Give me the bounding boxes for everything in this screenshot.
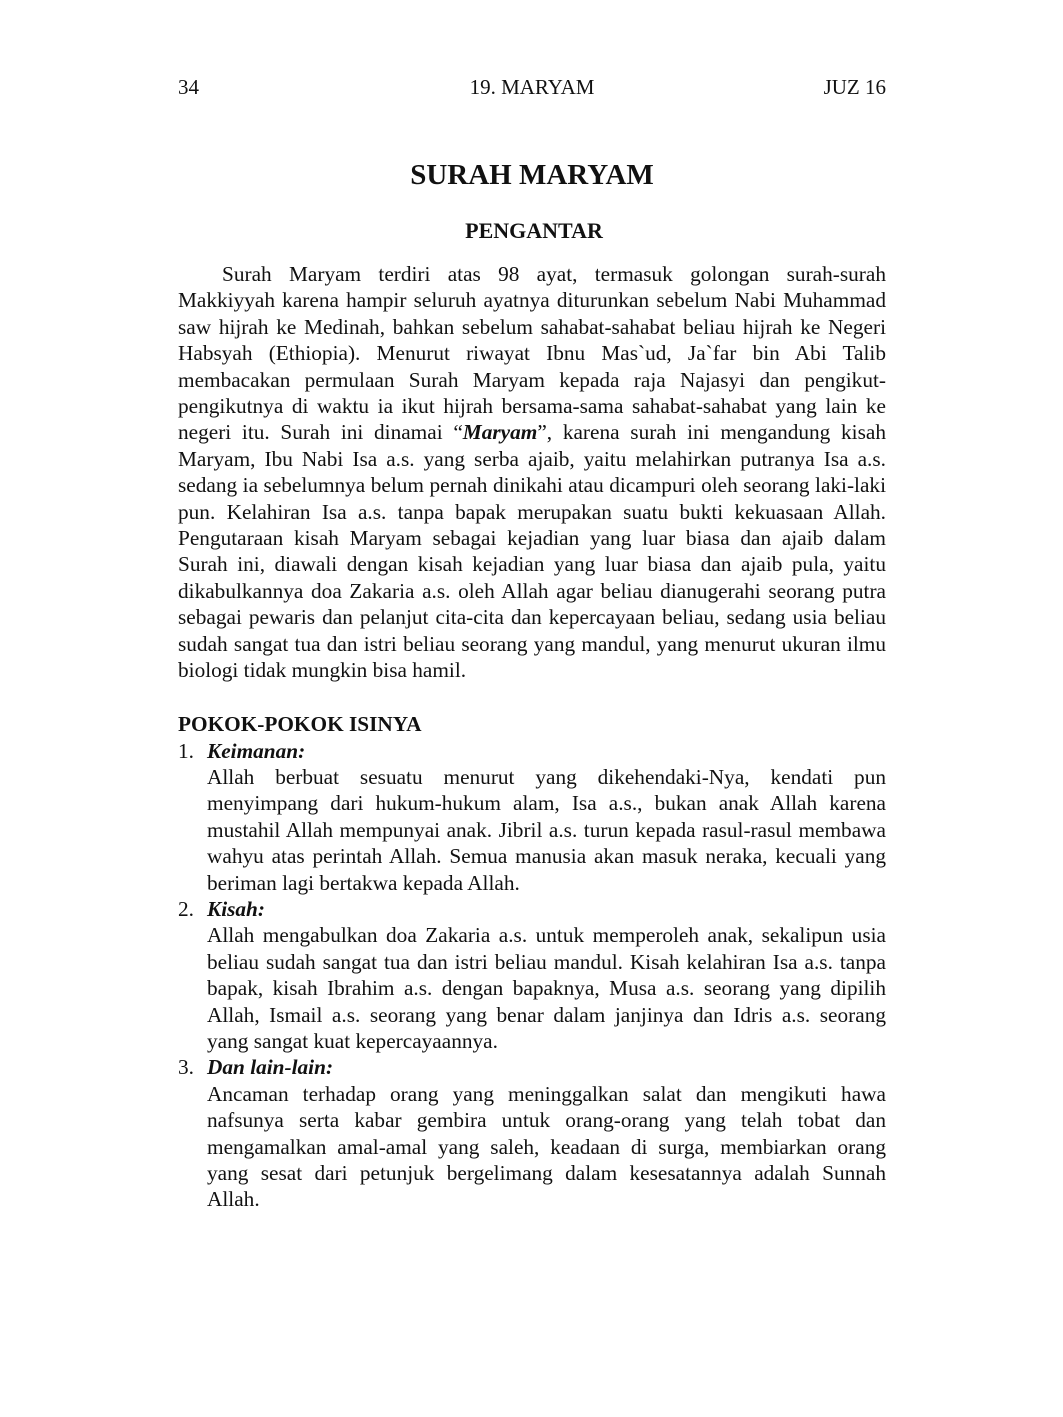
list-item [178, 1054, 886, 1212]
list-item [178, 738, 886, 896]
item-number: 3. [178, 1055, 194, 1080]
item-body: Allah mengabulkan doa Zakaria a.s. untuk memperoleh anak, sekalipun usia beliau sudah sangat tua dan istri beliau mandul. Kisah kelahiran Isa a.s. tanpa bapak, kisah Ibrahim a.s. dengan bapaknya, Musa a.s. seorang yang dipilih Allah, Ismail a.s. seorang yang benar dalam janjinya dan Idris a.s. seorang yang sangat kuat kepercayaannya. [207, 923, 886, 1053]
item-body: Ancaman terhadap orang yang meninggalkan salat dan mengikuti hawa nafsunya serta kabar gembira untuk orang-orang yang telah tobat dan mengamalkan amal-amal yang saleh, keadaan di surga, membiarkan orang yang sesat dari petunjuk bergelimang dalam kesesatannya adalah Sunnah Allah. [207, 1081, 886, 1212]
item-body: Allah berbuat sesuatu menurut yang dikehendaki-Nya, kendati pun menyimpang dari hukum-hukum alam, Isa a.s., bukan anak Allah karena mustahil Allah mempunyai anak. Jibril a.s. turun kepada rasul-rasul membawa wahyu atas perintah Allah. Semua manusia akan masuk neraka, kecuali yang beriman lagi bertakwa kepada Allah. [207, 764, 886, 895]
item-number: 1. [178, 738, 194, 763]
item-title: Dan lain-lain: [207, 1055, 334, 1080]
item-title: Kisah: [207, 896, 265, 921]
list-item [178, 896, 886, 1054]
intro-heading: PENGANTAR [465, 218, 603, 243]
item-title: Keimanan: [207, 738, 306, 763]
page-number: 34 [178, 75, 199, 99]
running-header [178, 72, 886, 102]
document-page [178, 72, 886, 1213]
contents-list [178, 738, 886, 1213]
item-number: 2. [178, 896, 194, 921]
intro-emphasis: Maryam [462, 420, 538, 445]
juz-label: JUZ 16 [823, 75, 886, 99]
surah-title: SURAH MARYAM [410, 159, 654, 191]
intro-text-after: ”, karena surah ini mengandung kisah Maryam, Ibu Nabi Isa a.s. yang serba ajaib, yaitu melahirkan putranya Isa a.s. sedang ia sebelumnya belum pernah dinikahi atau dicampuri oleh seorang laki-laki pun. Kelahiran Isa a.s. tanpa bapak merupakan suatu bukti kekuasaan Allah. Pengutaraan kisah Maryam sebagai kejadian yang luar biasa dan ajaib dalam Surah ini, diawali dengan kisah kejadian yang luar biasa dan ajaib pula, yaitu dikabulkannya doa Zakaria a.s. oleh Allah agar beliau dianugerahi seorang putra sebagai pewaris dan pelanjut cita-cita dan kepercayaan beliau, sedang usia beliau sudah sangat tua dan istri beliau seorang yang mandul, yang menurut ukuran ilmu biologi tidak mungkin bisa hamil. [178, 420, 886, 683]
intro-text-before: Surah Maryam terdiri atas 98 ayat, termasuk golongan surah-surah Makkiyyah karena hampir seluruh ayatnya diturunkan sebelum Nabi Muhammad saw hijrah ke Medinah, bahkan sebelum sahabat-sahabat beliau hijrah ke Negeri Habsyah (Ethiopia). Menurut riwayat Ibnu Mas`ud, Ja`far bin Abi Talib membacakan permulaan Surah Maryam kepada raja Najasyi dan pengikut-pengikutnya di waktu ia ikut hijrah bersama-sama sahabat-sahabat yang lain ke negeri itu. Surah ini dinamai “ [178, 262, 886, 445]
chapter-title: 19. MARYAM [469, 75, 595, 99]
contents-heading: POKOK-POKOK ISINYA [178, 711, 422, 736]
intro-paragraph [178, 261, 886, 684]
